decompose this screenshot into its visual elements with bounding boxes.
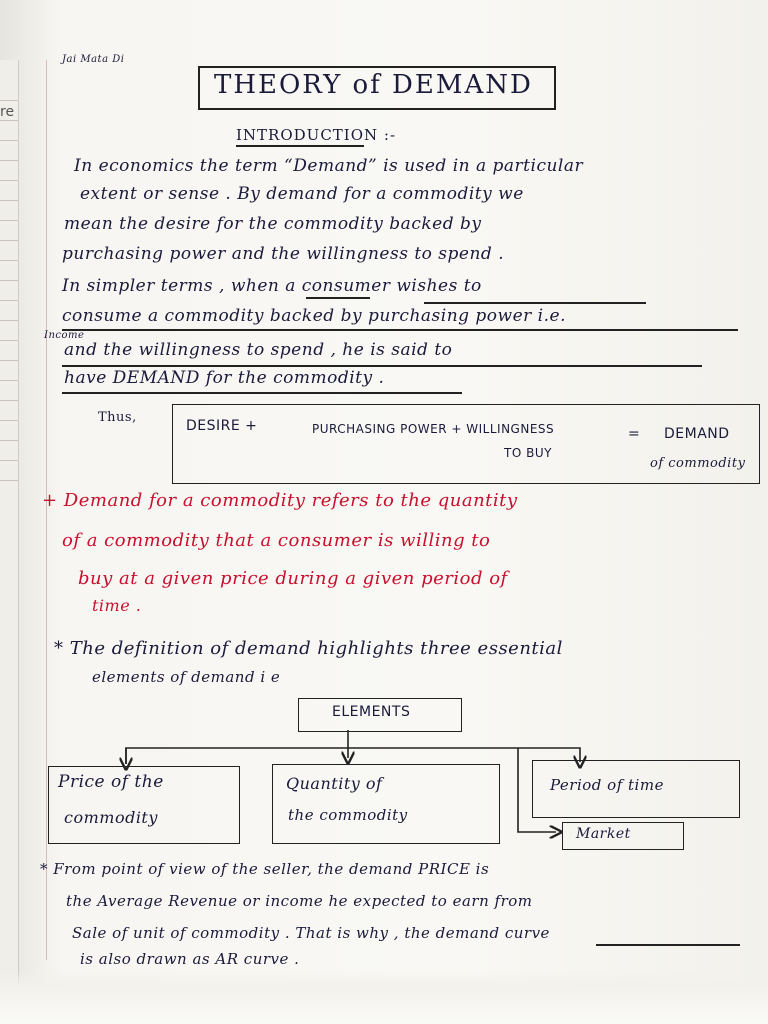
author-note: Jai Mata Di <box>62 54 125 65</box>
period-label: Period of time <box>550 776 664 794</box>
definition-line: time . <box>92 596 142 615</box>
price-label: commodity <box>64 808 158 827</box>
definition-point: elements of demand i e <box>92 668 281 686</box>
formula-to-buy: TO BUY <box>504 446 552 460</box>
intro-line: mean the desire for the commodity backed by <box>64 214 482 234</box>
thus-label: Thus, <box>98 410 137 425</box>
income-note: Income <box>44 330 85 341</box>
price-label: Price of the <box>58 772 164 792</box>
seller-point: * From point of view of the seller, the demand PRICE is <box>40 860 490 878</box>
section-heading: INTRODUCTION :- <box>236 126 397 144</box>
formula-power: PURCHASING POWER + WILLINGNESS <box>312 422 555 436</box>
definition-line: buy at a given price during a given period of <box>78 568 508 589</box>
formula-of-commodity: of commodity <box>650 456 746 471</box>
market-label: Market <box>576 826 631 842</box>
page-title: THEORY of DEMAND <box>214 70 533 100</box>
intro-line: consume a commodity backed by purchasing power i.e. <box>62 306 566 326</box>
definition-line: + Demand for a commodity refers to the quantity <box>42 490 518 511</box>
intro-line: extent or sense . By demand for a commodity we <box>80 184 524 204</box>
definition-point: * The definition of demand highlights three essential <box>54 638 563 659</box>
page-bottom-edge <box>0 970 768 1024</box>
intro-line: In economics the term “Demand” is used in a particular <box>74 156 584 176</box>
seller-point: Sale of unit of commodity . That is why , the demand curve <box>72 924 550 942</box>
quantity-label: Quantity of <box>286 774 383 793</box>
formula-desire: DESIRE + <box>186 418 258 434</box>
elements-label: ELEMENTS <box>332 704 411 720</box>
seller-point: is also drawn as AR curve . <box>80 950 300 968</box>
intro-line: In simpler terms , when a consumer wishes to <box>62 276 482 296</box>
intro-line: and the willingness to spend , he is said to <box>64 340 453 360</box>
intro-line: have DEMAND for the commodity . <box>64 368 385 388</box>
intro-line: purchasing power and the willingness to spend . <box>62 244 505 264</box>
definition-line: of a commodity that a consumer is willing to <box>62 530 491 551</box>
formula-equals: = <box>628 426 641 442</box>
underline <box>596 944 740 946</box>
margin-label: re <box>0 104 15 120</box>
quantity-label: the commodity <box>288 806 408 824</box>
formula-demand: DEMAND <box>664 426 730 442</box>
seller-point: the Average Revenue or income he expected to earn from <box>66 892 533 910</box>
